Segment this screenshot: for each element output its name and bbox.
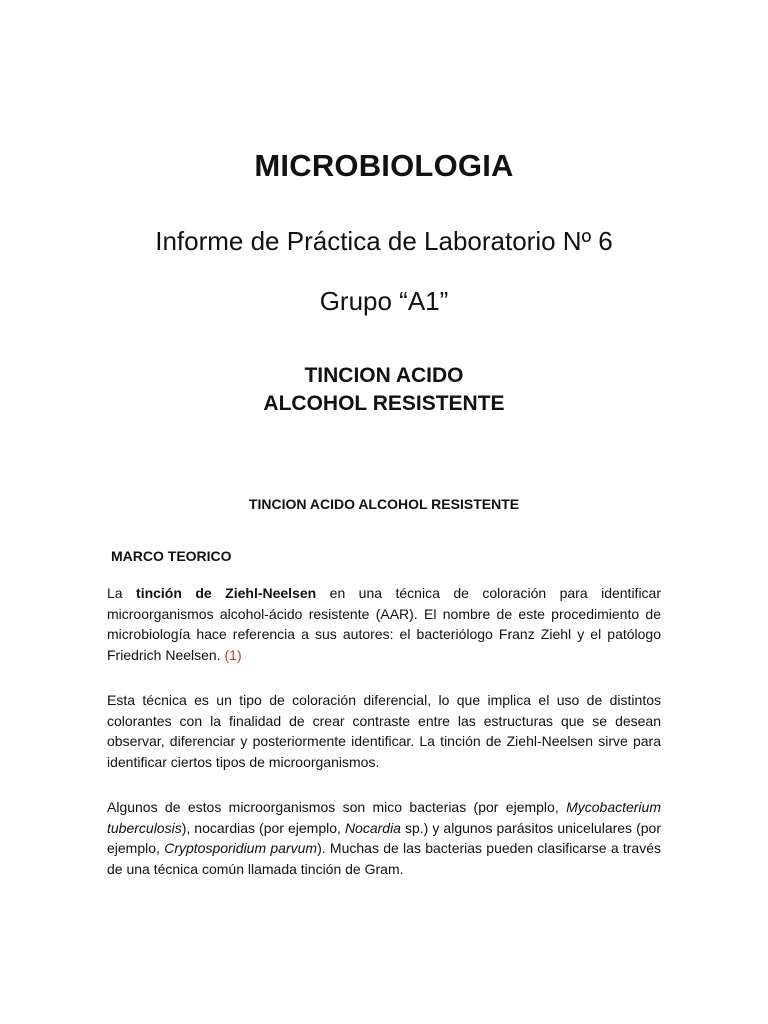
paragraph-3-text-2: ), nocardias (por ejemplo,: [181, 819, 345, 836]
paragraph-1-bold-term: tinción de Ziehl-Neelsen: [136, 585, 317, 601]
paragraph-3-italic-2: Nocardia: [344, 819, 401, 836]
paragraph-3-italic-3: Cryptosporidium parvum: [164, 840, 318, 857]
topic-title: [0, 362, 768, 418]
paragraph-3-italic-1: Mycobacterium tuberculosis: [107, 799, 661, 836]
topic-title-line-1: TINCION ACIDO: [304, 364, 464, 387]
report-subtitle: Informe de Práctica de Laboratorio Nº 6: [155, 226, 613, 256]
marco-teorico-heading: MARCO TEORICO: [111, 548, 232, 564]
citation-link[interactable]: (1): [224, 647, 242, 664]
group-label: Grupo “A1”: [319, 286, 449, 316]
paragraph-3: [107, 797, 661, 880]
paragraph-2: Esta técnica es un tipo de coloración diferencial, lo que implica el uso de distintos colorantes con la finalidad de crear contraste entre las estructuras que se desean observar, diferenciar y posteriormente identificar. La tinción de Ziehl-Neelsen sirve para identificar ciertos tipos de microorganismos.: [107, 692, 661, 771]
paragraph-1-lead: La: [107, 585, 137, 601]
paragraph-3-text-4: ). Muchas de las bacterias pueden clasificarse a través de una técnica común llamada tinción de Gram.: [107, 840, 662, 878]
paragraph-1: [107, 583, 661, 666]
paragraph-3-text-3: sp.) y algunos parásitos unicelulares (por ejemplo,: [107, 819, 661, 857]
paragraph-3-text-1: Algunos de estos microorganismos son mico bacterias (por ejemplo,: [107, 799, 567, 815]
document-title: MICROBIOLOGIA: [254, 148, 514, 183]
topic-title-line-2: ALCOHOL RESISTENTE: [263, 392, 505, 415]
paragraph-1-text: en una técnica de coloración para identificar microorganismos alcohol-ácido resistente (AAR). El nombre de este procedimiento de microbiología hace referencia a sus autores: el bacteriólogo Franz Ziehl y el patólogo Friedrich Neelsen.: [107, 585, 662, 664]
section-heading: TINCION ACIDO ALCOHOL RESISTENTE: [248, 496, 520, 512]
